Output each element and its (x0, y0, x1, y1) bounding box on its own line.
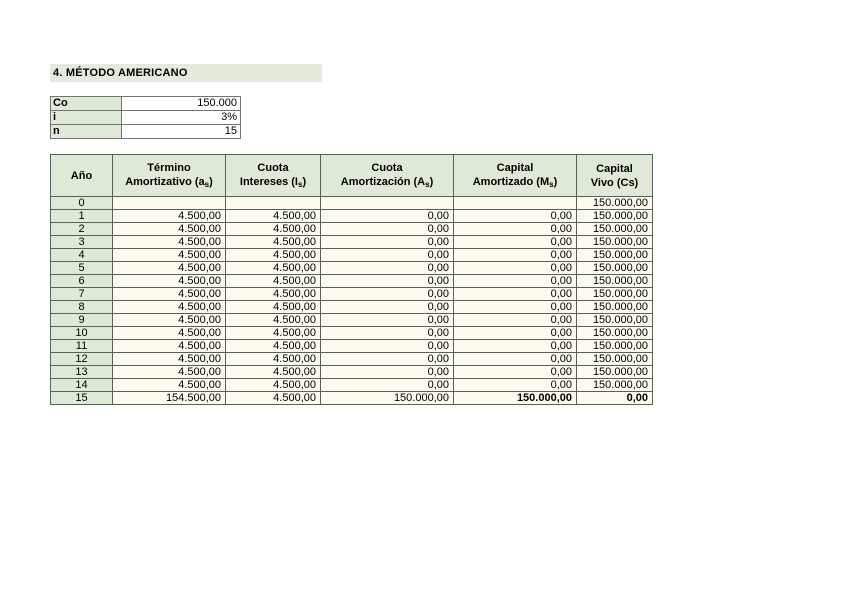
cell-cuota-intereses[interactable]: 4.500,00 (226, 223, 321, 236)
cell-ano[interactable]: 2 (51, 223, 113, 236)
cell-cuota-intereses[interactable]: 4.500,00 (226, 379, 321, 392)
column-header-amortizacion-close: ) (429, 176, 434, 188)
cell-cuota-amortizacion[interactable] (321, 197, 454, 210)
cell-cuota-amortizacion[interactable]: 0,00 (321, 379, 454, 392)
cell-ano[interactable]: 1 (51, 210, 113, 223)
table-row (51, 392, 653, 405)
cell-capital-amortizado[interactable]: 0,00 (454, 249, 577, 262)
cell-capital-vivo[interactable]: 150.000,00 (577, 353, 653, 366)
table-header-row (51, 155, 653, 197)
column-header-intereses-line2: Intereses (I (239, 176, 298, 188)
cell-cuota-amortizacion[interactable]: 0,00 (321, 314, 454, 327)
table-row (51, 288, 653, 301)
cell-cuota-intereses[interactable]: 4.500,00 (226, 340, 321, 353)
cell-ano[interactable]: 14 (51, 379, 113, 392)
cell-capital-amortizado[interactable]: 0,00 (454, 314, 577, 327)
cell-cuota-intereses[interactable]: 4.500,00 (226, 275, 321, 288)
column-header-ano[interactable] (51, 155, 113, 197)
column-header-amortizacion-line1: Cuota (371, 162, 403, 174)
cell-capital-amortizado[interactable]: 0,00 (454, 236, 577, 249)
cell-termino-amortizativo[interactable]: 154.500,00 (113, 392, 226, 405)
cell-cuota-amortizacion[interactable]: 0,00 (321, 262, 454, 275)
cell-capital-amortizado[interactable]: 0,00 (454, 262, 577, 275)
amortization-table-body (51, 197, 653, 405)
cell-capital-amortizado[interactable]: 0,00 (454, 340, 577, 353)
cell-capital-vivo[interactable]: 150.000,00 (577, 210, 653, 223)
cell-cuota-intereses[interactable]: 4.500,00 (226, 392, 321, 405)
cell-cuota-amortizacion[interactable]: 0,00 (321, 353, 454, 366)
table-row (51, 314, 653, 327)
cell-capital-vivo[interactable]: 0,00 (577, 392, 653, 405)
cell-capital-vivo[interactable]: 150.000,00 (577, 366, 653, 379)
table-row (51, 340, 653, 353)
cell-ano[interactable]: 9 (51, 314, 113, 327)
cell-capital-amortizado[interactable]: 0,00 (454, 223, 577, 236)
cell-capital-vivo[interactable]: 150.000,00 (577, 379, 653, 392)
cell-capital-vivo[interactable]: 150.000,00 (577, 236, 653, 249)
column-header-capamort-close: ) (553, 176, 558, 188)
cell-capital-vivo[interactable]: 150.000,00 (577, 249, 653, 262)
cell-cuota-intereses[interactable]: 4.500,00 (226, 327, 321, 340)
cell-cuota-intereses[interactable]: 4.500,00 (226, 288, 321, 301)
cell-capital-amortizado[interactable]: 0,00 (454, 353, 577, 366)
cell-cuota-intereses[interactable] (226, 197, 321, 210)
cell-ano[interactable]: 8 (51, 301, 113, 314)
parameters-body (51, 97, 241, 139)
column-header-intereses-sub: s (297, 180, 303, 189)
cell-cuota-intereses[interactable]: 4.500,00 (226, 301, 321, 314)
cell-cuota-intereses[interactable]: 4.500,00 (226, 366, 321, 379)
cell-cuota-amortizacion[interactable]: 0,00 (321, 249, 454, 262)
cell-capital-amortizado[interactable]: 0,00 (454, 379, 577, 392)
column-header-intereses-close: ) (302, 176, 307, 188)
table-row (51, 249, 653, 262)
cell-capital-amortizado[interactable]: 0,00 (454, 301, 577, 314)
parameters-table (50, 96, 241, 139)
column-header-cuota-amortizacion[interactable] (321, 155, 454, 197)
cell-termino-amortizativo[interactable]: 4.500,00 (113, 340, 226, 353)
table-row (51, 111, 241, 125)
param-label-n[interactable]: n (51, 125, 122, 139)
column-header-capamort-sub: s (549, 180, 554, 189)
cell-cuota-amortizacion[interactable]: 0,00 (321, 327, 454, 340)
cell-ano[interactable]: 11 (51, 340, 113, 353)
column-header-termino-line2: Amortizativo (a (125, 176, 205, 188)
column-header-intereses-line1: Cuota (257, 162, 289, 174)
cell-termino-amortizativo[interactable]: 4.500,00 (113, 288, 226, 301)
table-row (51, 353, 653, 366)
cell-cuota-amortizacion[interactable]: 0,00 (321, 223, 454, 236)
param-value-i[interactable]: 3% (122, 111, 241, 125)
table-row (51, 379, 653, 392)
column-header-cuota-intereses[interactable] (226, 155, 321, 197)
table-row (51, 97, 241, 111)
column-header-termino-line1: Término (147, 162, 191, 174)
table-row (51, 125, 241, 139)
column-header-ano-line1: Año (70, 169, 93, 182)
cell-cuota-amortizacion[interactable]: 0,00 (321, 366, 454, 379)
column-header-capamort-line1: Capital (496, 162, 534, 174)
cell-cuota-intereses[interactable]: 4.500,00 (226, 236, 321, 249)
cell-capital-vivo[interactable]: 150.000,00 (577, 301, 653, 314)
cell-capital-amortizado[interactable]: 150.000,00 (454, 392, 577, 405)
cell-cuota-intereses[interactable]: 4.500,00 (226, 353, 321, 366)
cell-capital-vivo[interactable]: 150.000,00 (577, 314, 653, 327)
cell-termino-amortizativo[interactable]: 4.500,00 (113, 275, 226, 288)
param-value-co[interactable]: 150.000 (122, 97, 241, 111)
cell-cuota-amortizacion[interactable]: 0,00 (321, 236, 454, 249)
cell-ano[interactable]: 6 (51, 275, 113, 288)
column-header-termino-amortizativo[interactable] (113, 155, 226, 197)
cell-capital-vivo[interactable]: 150.000,00 (577, 288, 653, 301)
cell-capital-amortizado[interactable]: 0,00 (454, 288, 577, 301)
column-header-capital-vivo[interactable] (577, 155, 653, 197)
cell-cuota-amortizacion[interactable]: 0,00 (321, 275, 454, 288)
cell-termino-amortizativo[interactable]: 4.500,00 (113, 327, 226, 340)
column-header-amortizacion-sub: s (425, 180, 430, 189)
page-title: 4. MÉTODO AMERICANO (53, 67, 188, 79)
cell-ano[interactable]: 0 (51, 197, 113, 210)
cell-termino-amortizativo[interactable]: 4.500,00 (113, 353, 226, 366)
table-row (51, 262, 653, 275)
cell-ano[interactable]: 13 (51, 366, 113, 379)
cell-capital-amortizado[interactable]: 0,00 (454, 275, 577, 288)
column-header-termino-close: ) (209, 176, 213, 188)
cell-capital-vivo[interactable]: 150.000,00 (577, 275, 653, 288)
amortization-table (50, 154, 653, 405)
param-label-co[interactable]: Co (51, 97, 122, 111)
cell-capital-vivo[interactable]: 150.000,00 (577, 197, 653, 210)
cell-ano[interactable]: 5 (51, 262, 113, 275)
cell-cuota-intereses[interactable]: 4.500,00 (226, 262, 321, 275)
table-row (51, 327, 653, 340)
cell-termino-amortizativo[interactable]: 4.500,00 (113, 366, 226, 379)
table-row (51, 236, 653, 249)
cell-ano[interactable]: 12 (51, 353, 113, 366)
column-header-capital-amortizado[interactable] (454, 155, 577, 197)
column-header-capvivo-line1: Capital (596, 162, 633, 175)
cell-ano[interactable]: 7 (51, 288, 113, 301)
cell-cuota-intereses[interactable]: 4.500,00 (226, 210, 321, 223)
cell-cuota-intereses[interactable]: 4.500,00 (226, 249, 321, 262)
cell-termino-amortizativo[interactable]: 4.500,00 (113, 262, 226, 275)
cell-capital-amortizado[interactable]: 0,00 (454, 366, 577, 379)
table-row (51, 197, 653, 210)
cell-cuota-amortizacion[interactable]: 150.000,00 (321, 392, 454, 405)
cell-termino-amortizativo[interactable]: 4.500,00 (113, 223, 226, 236)
cell-termino-amortizativo[interactable]: 4.500,00 (113, 236, 226, 249)
column-header-termino-sub: s (204, 180, 210, 189)
cell-ano[interactable]: 3 (51, 236, 113, 249)
cell-cuota-amortizacion[interactable]: 0,00 (321, 340, 454, 353)
cell-termino-amortizativo[interactable]: 4.500,00 (113, 301, 226, 314)
cell-capital-vivo[interactable]: 150.000,00 (577, 262, 653, 275)
table-row (51, 223, 653, 236)
param-label-i[interactable]: i (51, 111, 122, 125)
cell-ano[interactable]: 10 (51, 327, 113, 340)
cell-capital-amortizado[interactable]: 0,00 (454, 210, 577, 223)
cell-capital-vivo[interactable]: 150.000,00 (577, 223, 653, 236)
cell-cuota-intereses[interactable]: 4.500,00 (226, 314, 321, 327)
cell-termino-amortizativo[interactable]: 4.500,00 (113, 379, 226, 392)
cell-ano[interactable]: 15 (51, 392, 113, 405)
cell-cuota-amortizacion[interactable]: 0,00 (321, 210, 454, 223)
cell-capital-amortizado[interactable] (454, 197, 577, 210)
param-value-n[interactable]: 15 (122, 125, 241, 139)
column-header-capamort-line2: Amortizado (M (472, 176, 550, 188)
cell-termino-amortizativo[interactable]: 4.500,00 (113, 314, 226, 327)
cell-capital-vivo[interactable]: 150.000,00 (577, 327, 653, 340)
cell-cuota-amortizacion[interactable]: 0,00 (321, 301, 454, 314)
cell-ano[interactable]: 4 (51, 249, 113, 262)
column-header-amortizacion-line2: Amortización (A (340, 176, 426, 188)
column-header-capvivo-line2: Vivo (Cs) (590, 176, 639, 189)
cell-capital-amortizado[interactable]: 0,00 (454, 327, 577, 340)
cell-termino-amortizativo[interactable]: 4.500,00 (113, 249, 226, 262)
table-row (51, 366, 653, 379)
cell-termino-amortizativo[interactable]: 4.500,00 (113, 210, 226, 223)
cell-termino-amortizativo[interactable] (113, 197, 226, 210)
amortization-table-head (51, 155, 653, 197)
table-row (51, 301, 653, 314)
cell-cuota-amortizacion[interactable]: 0,00 (321, 288, 454, 301)
table-row (51, 210, 653, 223)
table-row (51, 275, 653, 288)
cell-capital-vivo[interactable]: 150.000,00 (577, 340, 653, 353)
